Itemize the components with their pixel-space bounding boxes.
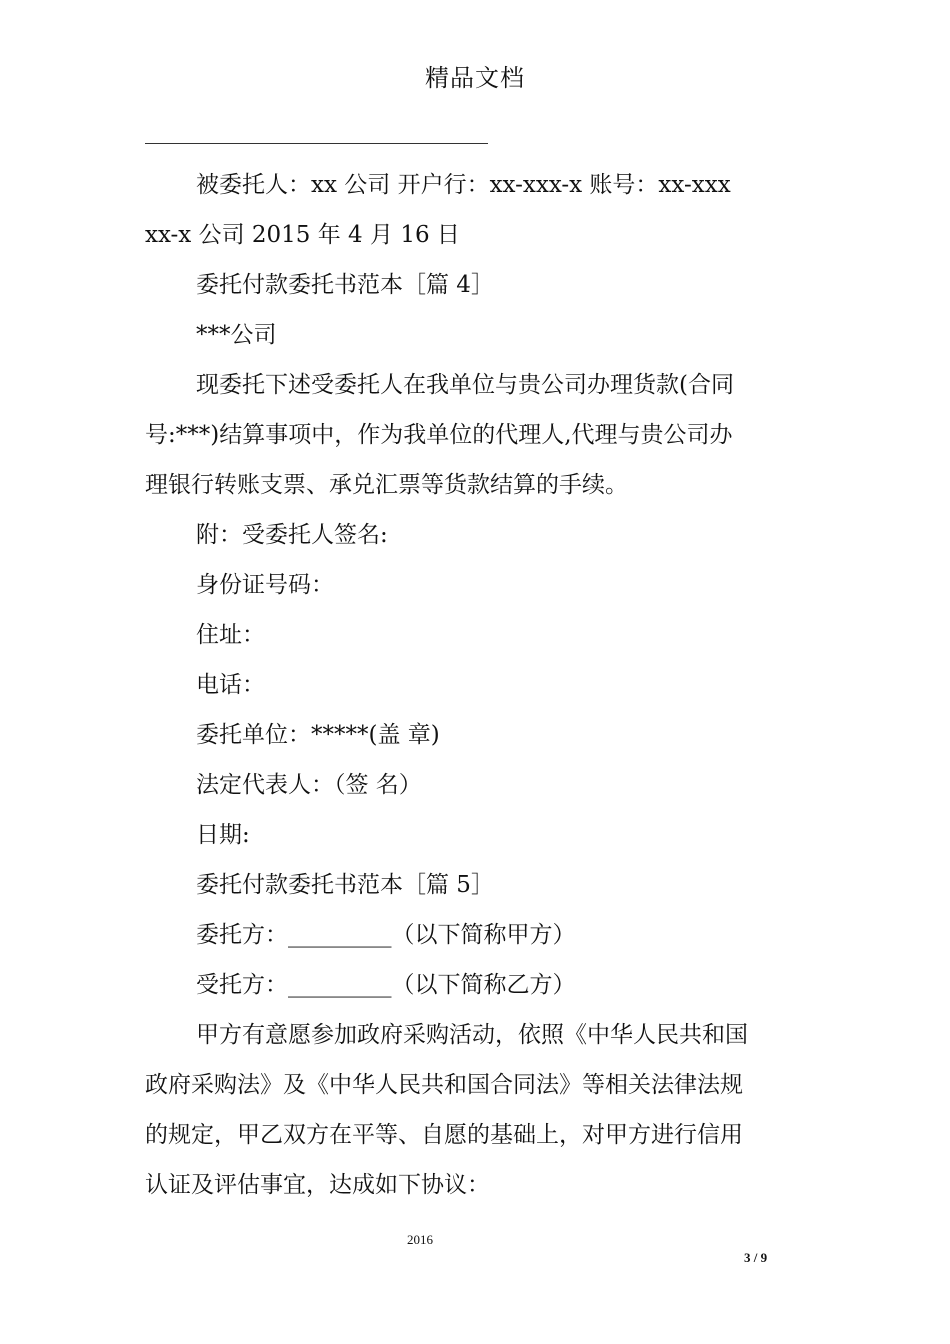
document-line: 理银行转账支票、承兑汇票等货款结算的手续。 xyxy=(145,472,628,498)
document-line: ***公司 xyxy=(196,322,277,348)
page-number: 3 / 9 xyxy=(744,1250,768,1265)
document-line: 住址： xyxy=(196,622,265,648)
document-line: 附：受委托人签名: xyxy=(196,522,388,548)
document-line: 委托方：_________（以下简称甲方） xyxy=(196,922,576,948)
document-line: 法定代表人：（签 名） xyxy=(196,772,422,798)
header-divider xyxy=(145,143,488,144)
document-line: 电话： xyxy=(196,672,265,698)
page-header-title: 精品文档 xyxy=(425,64,525,92)
document-line: 委托付款委托书范本［篇 4］ xyxy=(196,272,494,298)
document-line: 委托单位：*****(盖 章) xyxy=(196,722,440,748)
document-line: 认证及评估事宜，达成如下协议： xyxy=(145,1172,490,1198)
document-line: 被委托人：xx 公司 开户行：xx-xxx-x 账号：xx-xxx xyxy=(196,172,731,198)
document-line: 日期: xyxy=(196,822,250,848)
document-line: xx-x 公司 2015 年 4 月 16 日 xyxy=(145,222,460,248)
footer-year: 2016 xyxy=(407,1232,433,1247)
document-body xyxy=(145,160,810,1210)
document-line: 身份证号码： xyxy=(196,572,334,598)
document-line: 政府采购法》及《中华人民共和国合同法》等相关法律法规 xyxy=(145,1072,743,1098)
document-line: 甲方有意愿参加政府采购活动，依照《中华人民共和国 xyxy=(196,1022,748,1048)
document-line: 号:***)结算事项中，作为我单位的代理人,代理与贵公司办 xyxy=(145,422,733,448)
document-line: 委托付款委托书范本［篇 5］ xyxy=(196,872,494,898)
document-line: 受托方：_________（以下简称乙方） xyxy=(196,972,576,998)
document-line: 现委托下述受委托人在我单位与贵公司办理货款(合同 xyxy=(196,372,734,398)
document-line: 的规定，甲乙双方在平等、自愿的基础上，对甲方进行信用 xyxy=(145,1122,743,1148)
